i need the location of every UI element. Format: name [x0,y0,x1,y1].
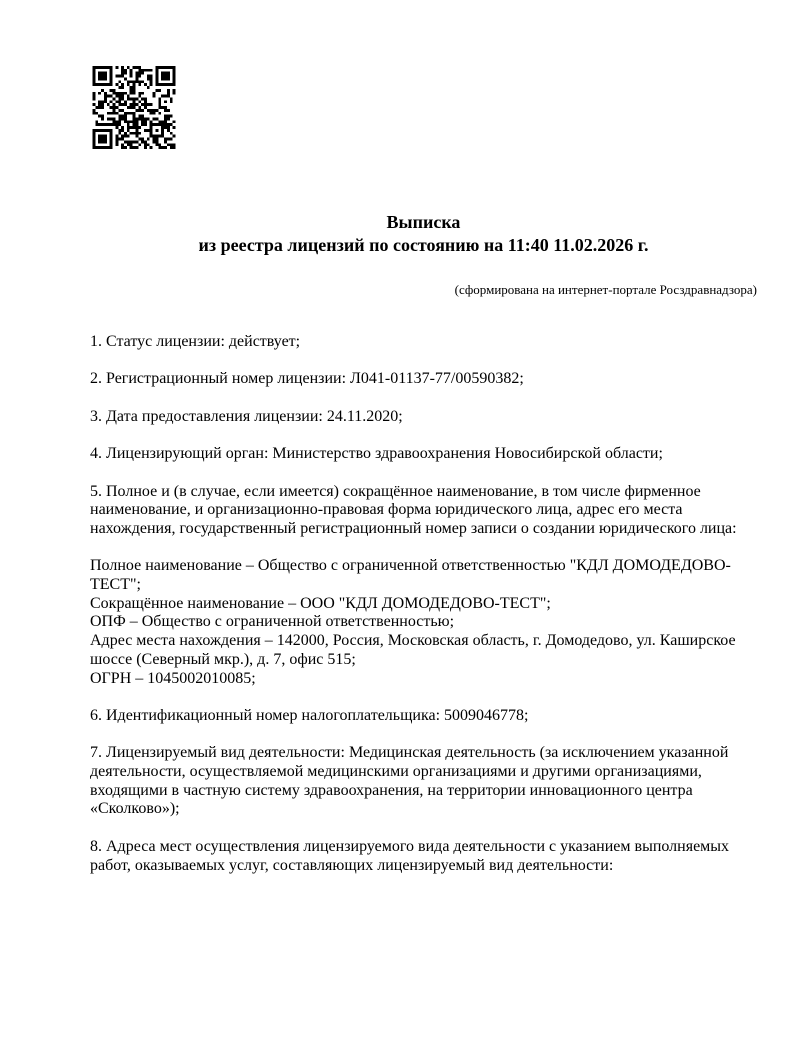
item-1-license-status: 1. Статус лицензии: действует; [90,333,301,350]
title-line-2: из реестра лицензий по состоянию на 11:40 11.02.2026 г. [198,235,649,255]
text-column [90,211,757,894]
detail-ogrn: ОГРН – 1045002010085; [90,669,256,687]
detail-full-name: Полное наименование – Общество с ограниченной ответственностью "КДЛ ДОМОДЕДОВО-ТЕСТ"; [90,557,731,594]
document-body [90,333,757,875]
item-7-licensed-activity: 7. Лицензируемый вид деятельности: Медицинская деятельность (за исключением указанной деятельности, осуществляемой медицинскими организациями и другими организациями, входящими в частную систему здравоохранения, на территории инновационного центра «Сколково»); [90,744,729,818]
item-4-licensing-authority: 4. Лицензирующий орган: Министерство здравоохранения Новосибирской области; [90,445,663,463]
detail-legal-form: ОПФ – Общество с ограниченной ответственностью; [90,613,455,631]
company-details [90,557,757,688]
item-2-registration-number: 2. Регистрационный номер лицензии: Л041-01137-77/00590382; [90,370,524,388]
item-8-activity-addresses-heading: 8. Адреса мест осуществления лицензируемого вида деятельности с указанием выполняемых работ, оказываемых услуг, составляющих лицензируемый вид деятельности: [90,837,730,874]
item-3-grant-date: 3. Дата предоставления лицензии: 24.11.2020; [90,407,403,425]
qr-code-icon [92,66,176,149]
formation-note: (сформирована на интернет-портале Росздравнадзора) [454,282,757,297]
item-6-inn: 6. Идентификационный номер налогоплательщика: 5009046778; [90,706,529,724]
detail-short-name: Сокращённое наименование – ООО "КДЛ ДОМОДЕДОВО-ТЕСТ"; [90,594,551,612]
item-5-entity-info-heading: 5. Полное и (в случае, если имеется) сокращённое наименование, в том числе фирменное наименование, и организационно-правовая форма юридического лица, адрес его места нахождения, государственный регистрационный номер записи о создании юридического лица: [90,482,737,537]
title-line-1: Выписка [386,212,461,232]
detail-address: Адрес места нахождения – 142000, Россия, Московская область, г. Домодедово, ул. Каширское шоссе (Северный мкр.), д. 7, офис 515; [90,632,736,668]
document-title [90,211,757,257]
